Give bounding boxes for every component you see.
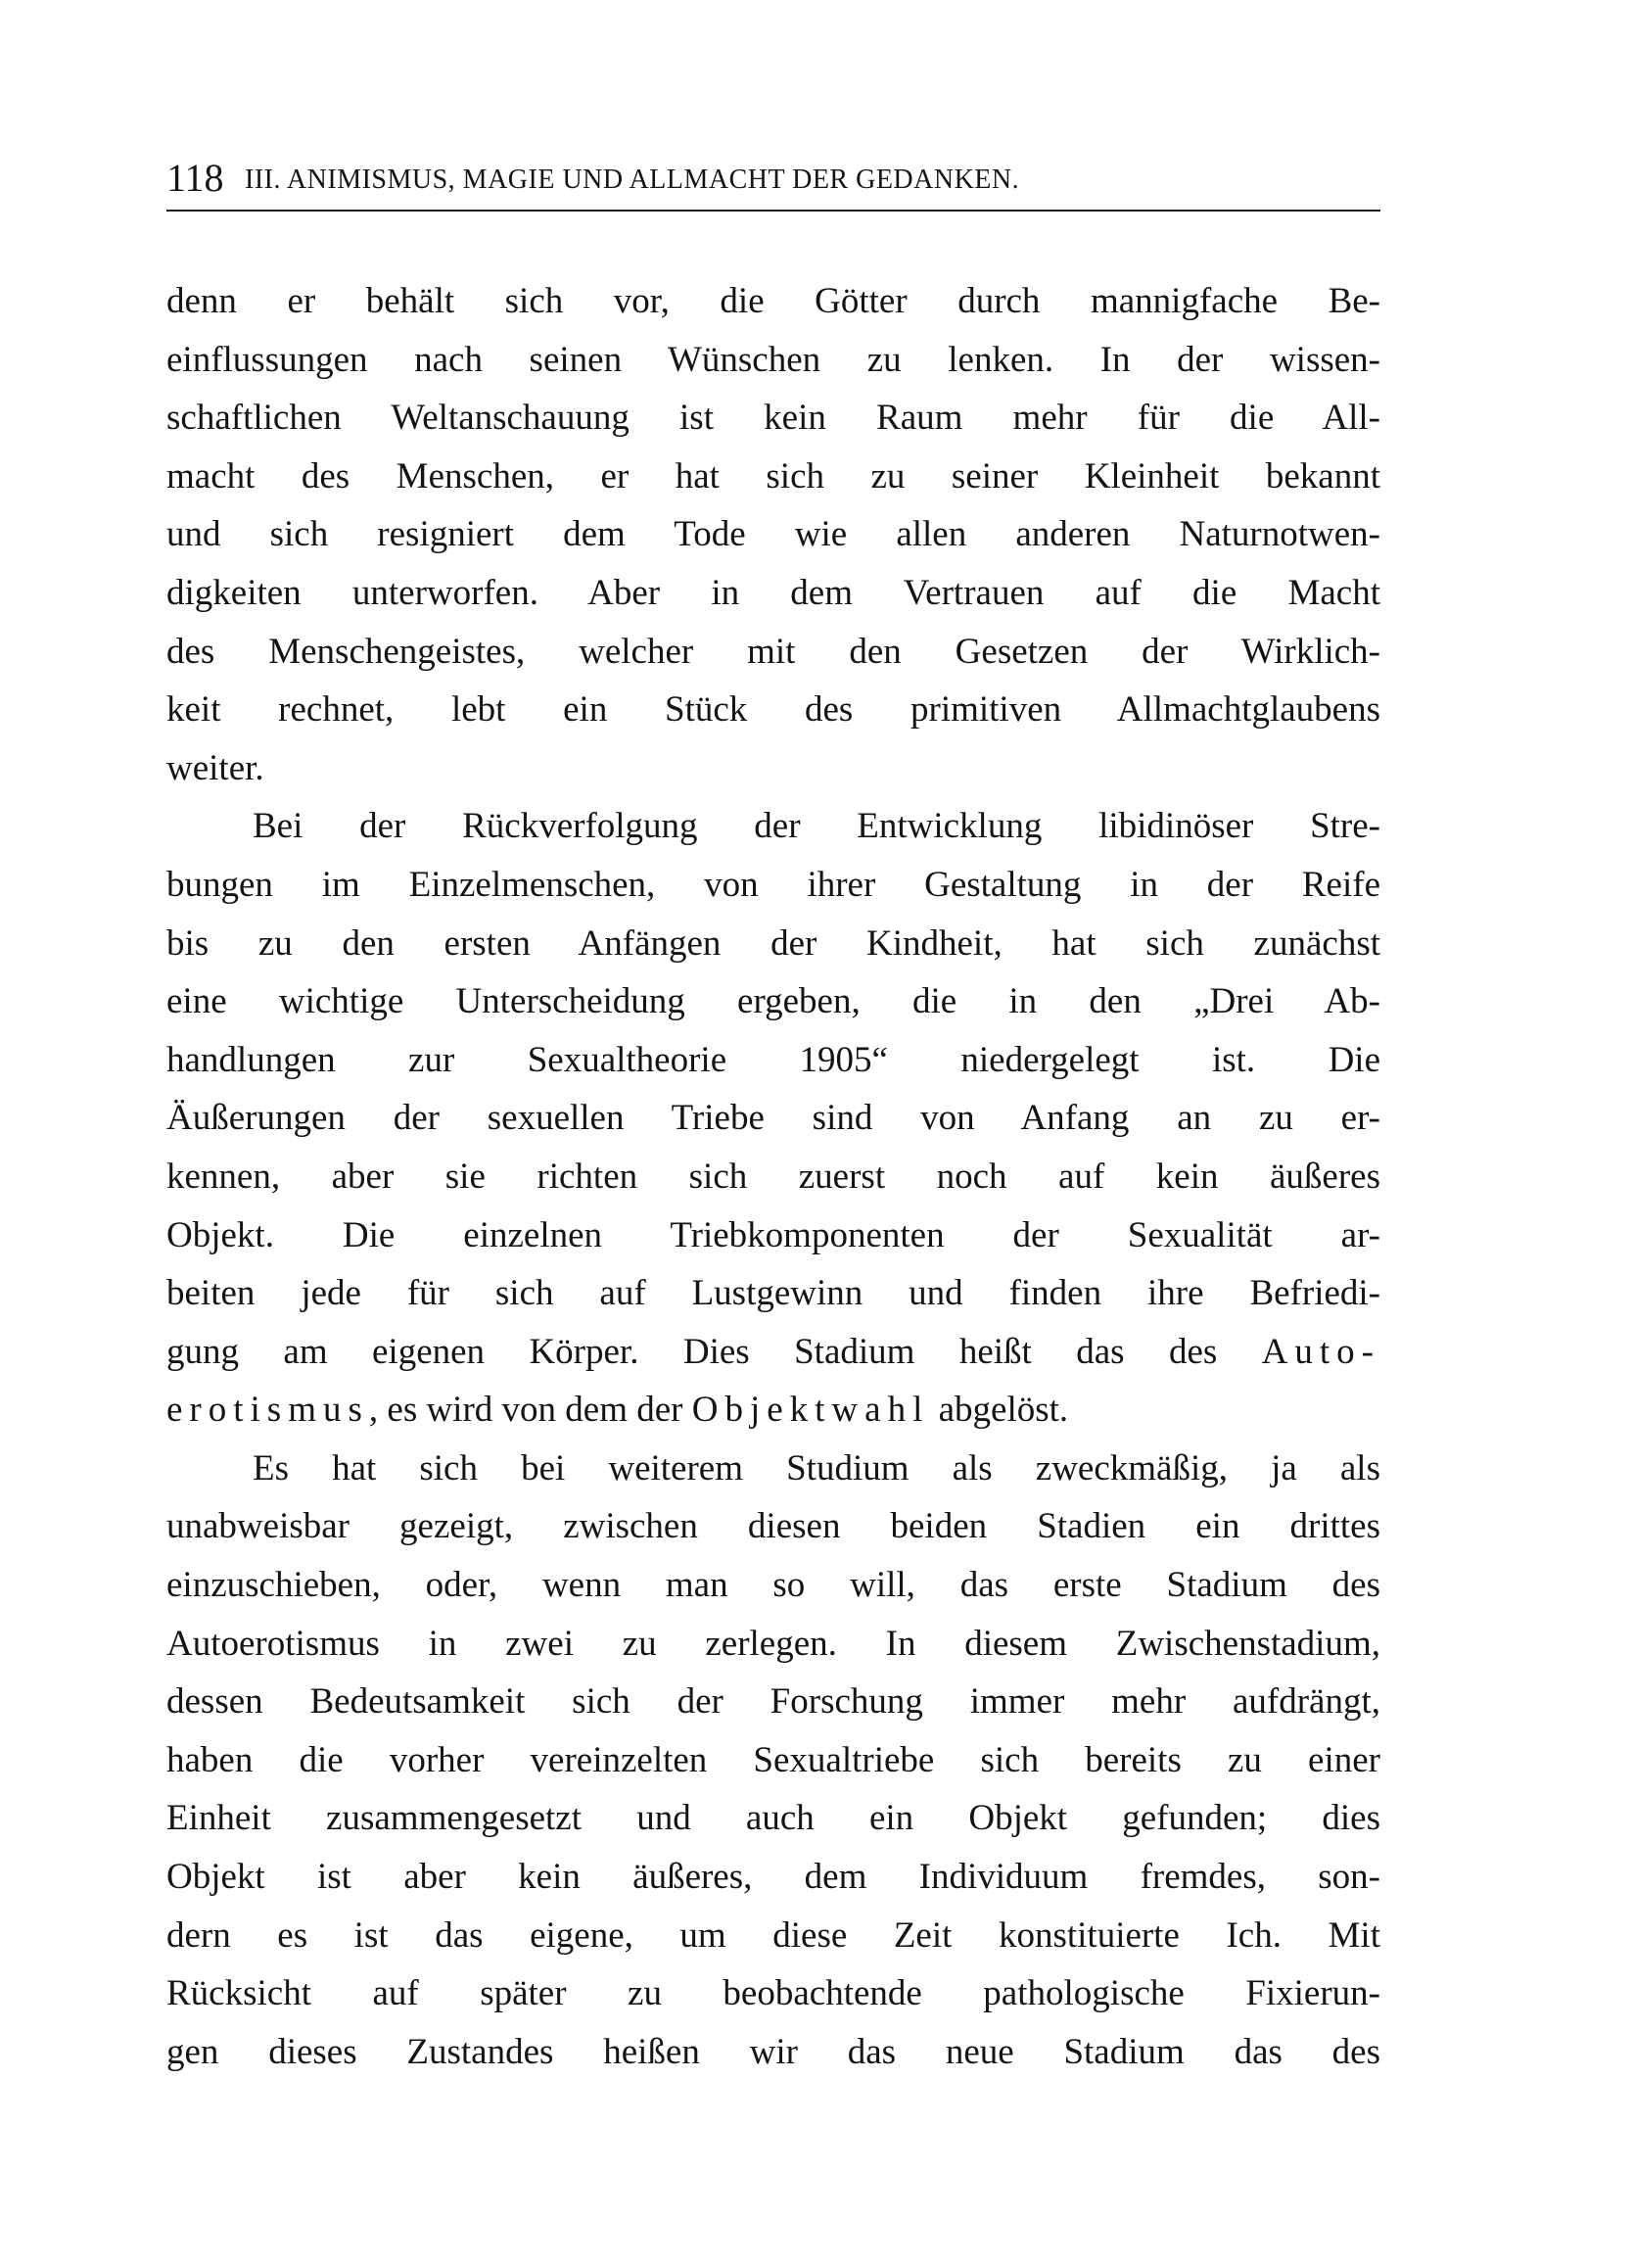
text-line: haben die vorher vereinzelten Sexualtriebe sich bereits zu einer <box>166 1739 1380 1780</box>
text-line: keit rechnet, lebt ein Stück des primitiven Allmachtglaubens <box>166 689 1380 731</box>
text-line: bis zu den ersten Anfängen der Kindheit, hat sich zunächst <box>166 922 1380 964</box>
text-line: einzuschieben, oder, wenn man so will, das erste Stadium des <box>166 1565 1380 1606</box>
text-line: unabweisbar gezeigt, zwischen diesen beiden Stadien ein drittes <box>166 1506 1380 1547</box>
spaced-term-objektwahl: Objektwahl <box>691 1390 930 1431</box>
text-run: gung am eigenen Körper. Dies Stadium heißt das des <box>166 1331 1262 1372</box>
text-line: und sich resigniert dem Tode wie allen anderen Naturnotwen- <box>166 514 1380 555</box>
body-text <box>166 272 1380 2081</box>
spaced-term-autoerotismus: Auto- <box>1261 1331 1380 1372</box>
text-line: digkeiten unterworfen. Aber in dem Vertrauen auf die Macht <box>166 572 1380 613</box>
text-line: kennen, aber sie richten sich zuerst noch auf kein äußeres <box>166 1156 1380 1197</box>
text-line <box>166 1323 1380 1382</box>
text-line: dern es ist das eigene, um diese Zeit konstituierte Ich. Mit <box>166 1914 1380 1956</box>
text-line <box>166 1381 1380 1440</box>
text-line: Objekt. Die einzelnen Triebkomponenten der Sexualität ar- <box>166 1214 1380 1255</box>
running-head <box>166 157 1380 200</box>
text-line: schaftlichen Weltanschauung ist kein Raum mehr für die All- <box>166 398 1380 439</box>
text-line: Objekt ist aber kein äußeres, dem Individuum fremdes, son- <box>166 1857 1380 1898</box>
text-line: weiter. <box>166 747 264 788</box>
running-title: III. ANIMISMUS, MAGIE UND ALLMACHT DER GEDANKEN. <box>245 165 1020 195</box>
text-line: des Menschengeistes, welcher mit den Gesetzen der Wirklich- <box>166 631 1380 672</box>
text-line: dessen Bedeutsamkeit sich der Forschung immer mehr aufdrängt, <box>166 1681 1380 1723</box>
text-run: abgelöst. <box>929 1390 1069 1431</box>
text-line: eine wichtige Unterscheidung ergeben, die in den „Drei Ab- <box>166 981 1380 1022</box>
text-line: denn er behält sich vor, die Götter durch mannigfache Be- <box>166 281 1380 321</box>
text-line: gen dieses Zustandes heißen wir das neue Stadium das des <box>166 2031 1380 2072</box>
header-rule <box>166 210 1380 212</box>
text-line: Bei der Rückverfolgung der Entwicklung libidinöser Stre- <box>253 806 1380 847</box>
text-line: bungen im Einzelmenschen, von ihrer Gestaltung in der Reife <box>166 864 1380 905</box>
text-line: Es hat sich bei weiterem Studium als zweckmäßig, ja als <box>253 1447 1380 1488</box>
text-line: einflussungen nach seinen Wünschen zu lenken. In der wissen- <box>166 339 1380 380</box>
text-line: beiten jede für sich auf Lustgewinn und finden ihre Befriedi- <box>166 1273 1380 1314</box>
text-line: handlungen zur Sexualtheorie 1905“ niedergelegt ist. Die <box>166 1039 1380 1080</box>
text-line: Einheit zusammengesetzt und auch ein Objekt gefunden; dies <box>166 1798 1380 1839</box>
text-line: Äußerungen der sexuellen Triebe sind von Anfang an zu er- <box>166 1098 1380 1139</box>
text-line: Autoerotismus in zwei zu zerlegen. In diesem Zwischenstadium, <box>166 1623 1380 1664</box>
page-number: 118 <box>166 156 224 200</box>
spaced-term-autoerotismus: erotismus <box>166 1390 369 1431</box>
text-line: Rücksicht auf später zu beobachtende pathologische Fixierun- <box>166 1973 1380 2014</box>
text-line: macht des Menschen, er hat sich zu seiner Kleinheit bekannt <box>166 455 1380 496</box>
text-run: , es wird von dem der <box>368 1390 692 1431</box>
